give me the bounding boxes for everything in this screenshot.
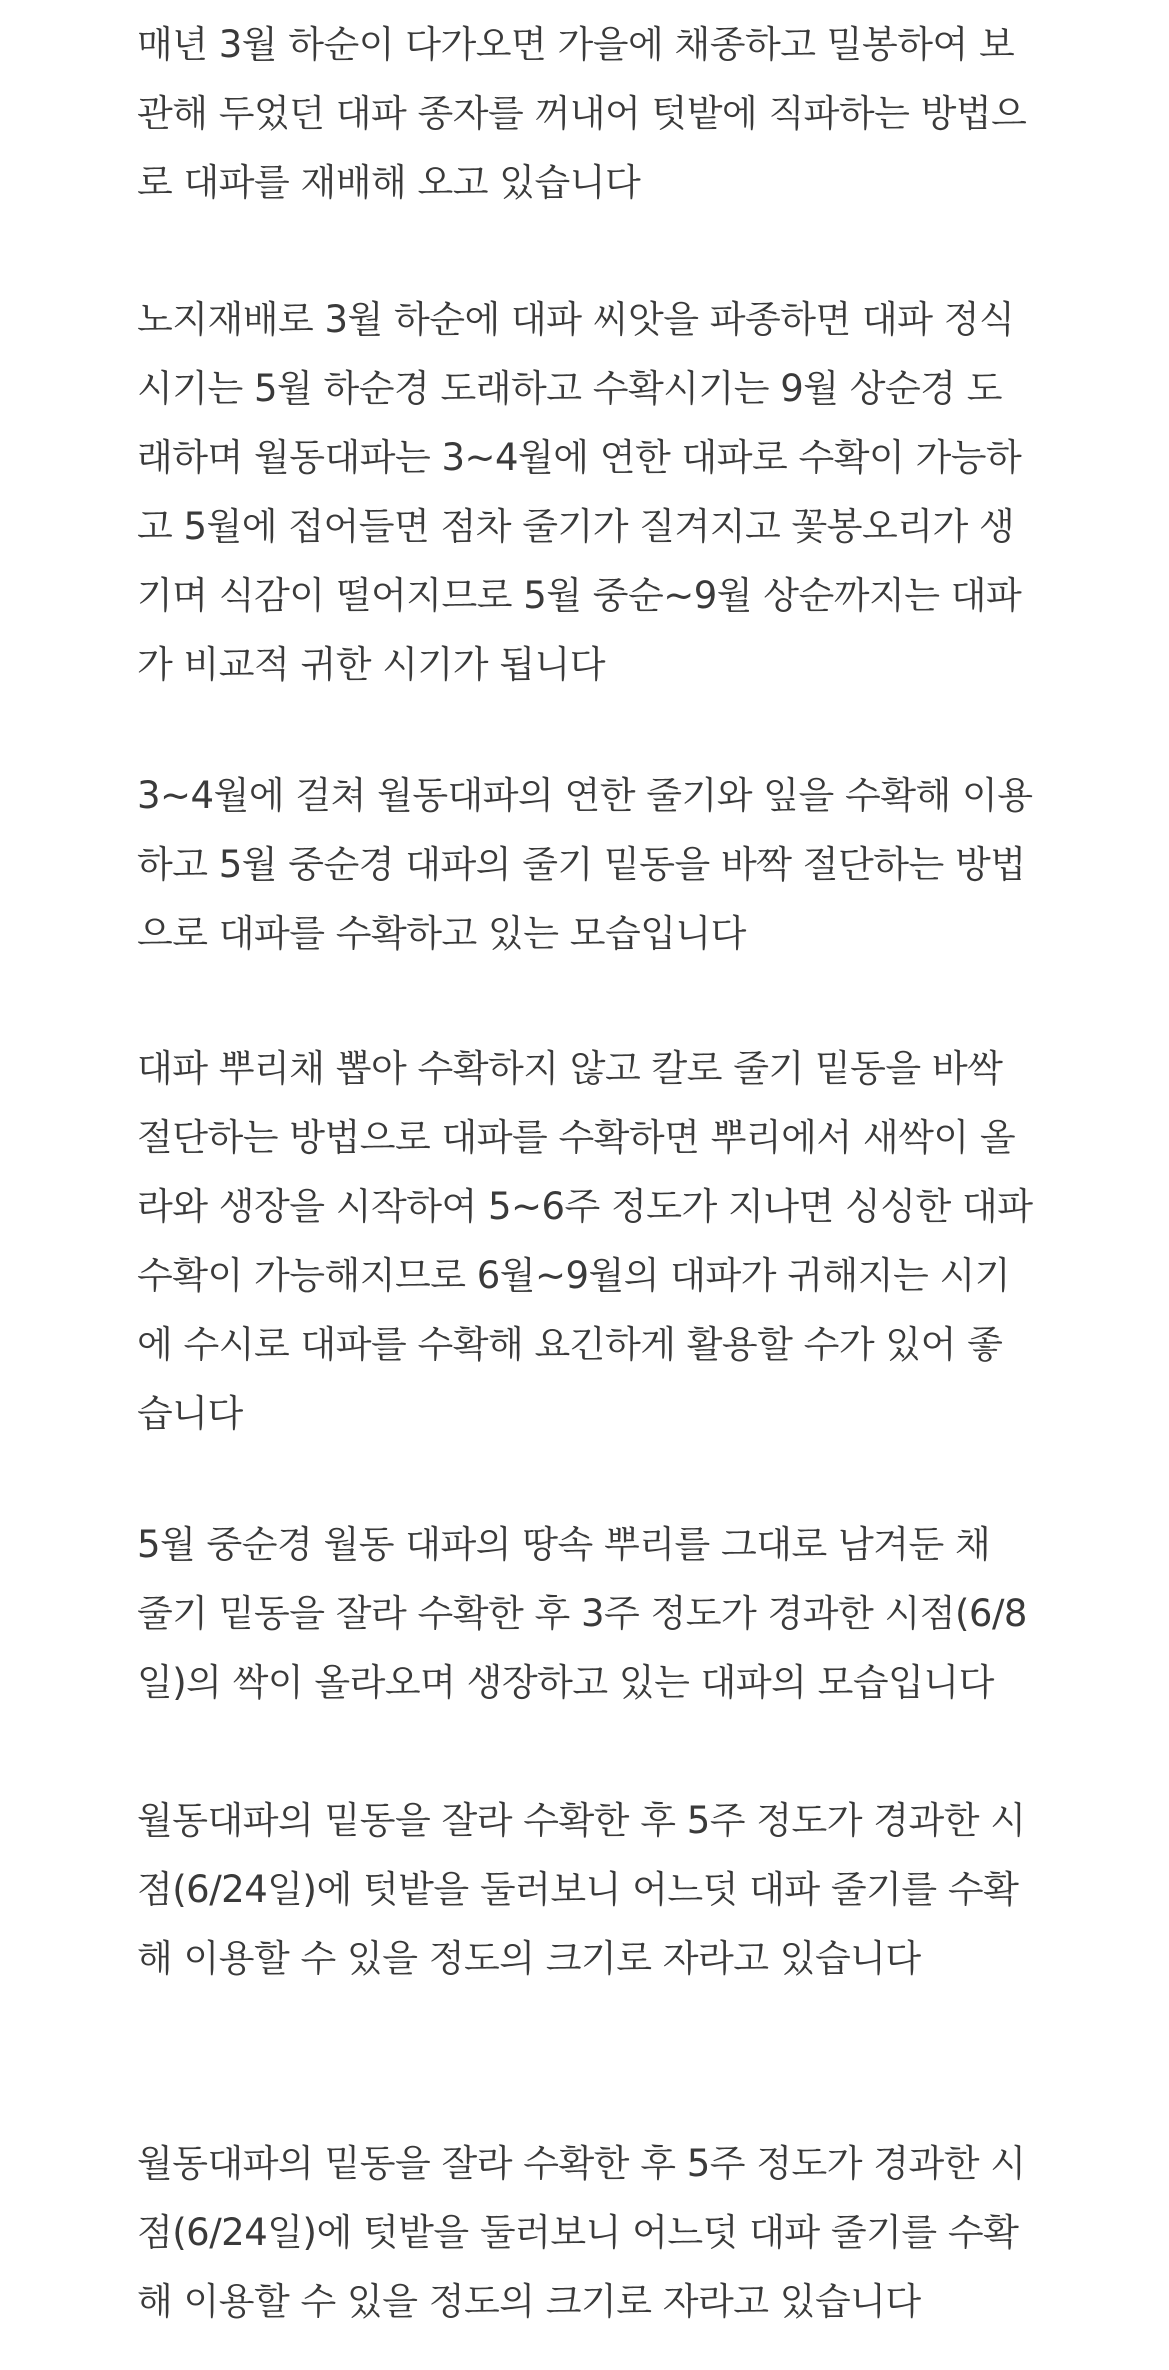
text-line: 라와 생장을 시작하여 5~6주 정도가 지나면 싱싱한 대파 <box>137 1185 1033 1228</box>
text-line: 해 이용할 수 있을 정도의 크기로 자라고 있습니다 <box>137 1937 921 1980</box>
text-line: 기며 식감이 떨어지므로 5월 중순~9월 상순까지는 대파 <box>137 574 1022 617</box>
text-line: 점(6/24일)에 텃밭을 둘러보니 어느덧 대파 줄기를 수확 <box>137 2211 1019 2254</box>
paragraph-five-weeks <box>137 1786 1037 1993</box>
text-line: 점(6/24일)에 텃밭을 둘러보니 어느덧 대파 줄기를 수확 <box>137 1868 1019 1911</box>
text-line: 해 이용할 수 있을 정도의 크기로 자라고 있습니다 <box>137 2280 921 2323</box>
text-line: 습니다 <box>137 1392 243 1435</box>
text-line: 시기는 5월 하순경 도래하고 수확시기는 9월 상순경 도 <box>137 367 1002 410</box>
paragraph-spring-harvest <box>137 761 1037 968</box>
text-line: 로 대파를 재배해 오고 있습니다 <box>137 161 641 204</box>
text-line: 래하며 월동대파는 3~4월에 연한 대파로 수확이 가능하 <box>137 436 1022 479</box>
text-line: 월동대파의 밑동을 잘라 수확한 후 5주 정도가 경과한 시 <box>137 2142 1026 2185</box>
paragraph-cutting-method <box>137 1034 1037 1448</box>
text-line: 절단하는 방법으로 대파를 수확하면 뿌리에서 새싹이 올 <box>137 1116 1016 1159</box>
text-line: 으로 대파를 수확하고 있는 모습입니다 <box>137 912 746 955</box>
text-line: 고 5월에 접어들면 점차 줄기가 질겨지고 꽃봉오리가 생 <box>137 505 1015 548</box>
text-line: 하고 5월 중순경 대파의 줄기 밑동을 바짝 절단하는 방법 <box>137 843 1026 886</box>
paragraph-outdoor-cultivation <box>137 285 1037 699</box>
text-line: 줄기 밑동을 잘라 수확한 후 3주 정도가 경과한 시점(6/8 <box>137 1592 1027 1635</box>
text-line: 매년 3월 하순이 다가오면 가을에 채종하고 밀봉하여 보 <box>137 23 1015 66</box>
text-line: 월동대파의 밑동을 잘라 수확한 후 5주 정도가 경과한 시 <box>137 1799 1026 1842</box>
paragraph-three-weeks <box>137 1510 1037 1717</box>
text-line: 가 비교적 귀한 시기가 됩니다 <box>137 643 605 686</box>
text-line: 관해 두었던 대파 종자를 꺼내어 텃밭에 직파하는 방법으 <box>137 92 1027 135</box>
text-line: 노지재배로 3월 하순에 대파 씨앗을 파종하면 대파 정식 <box>137 298 1015 341</box>
text-line: 대파 뿌리채 뽑아 수확하지 않고 칼로 줄기 밑동을 바싹 <box>137 1047 1003 1090</box>
text-line: 수확이 가능해지므로 6월~9월의 대파가 귀해지는 시기 <box>137 1254 1010 1297</box>
paragraph-five-weeks-repeat <box>137 2129 1037 2336</box>
text-line: 5월 중순경 월동 대파의 땅속 뿌리를 그대로 남겨둔 채 <box>137 1523 991 1566</box>
paragraph-sowing-method <box>137 10 1037 217</box>
text-line: 일)의 싹이 올라오며 생장하고 있는 대파의 모습입니다 <box>137 1661 994 1704</box>
text-line: 3~4월에 걸쳐 월동대파의 연한 줄기와 잎을 수확해 이용 <box>137 774 1033 817</box>
text-line: 에 수시로 대파를 수확해 요긴하게 활용할 수가 있어 좋 <box>137 1323 1003 1366</box>
